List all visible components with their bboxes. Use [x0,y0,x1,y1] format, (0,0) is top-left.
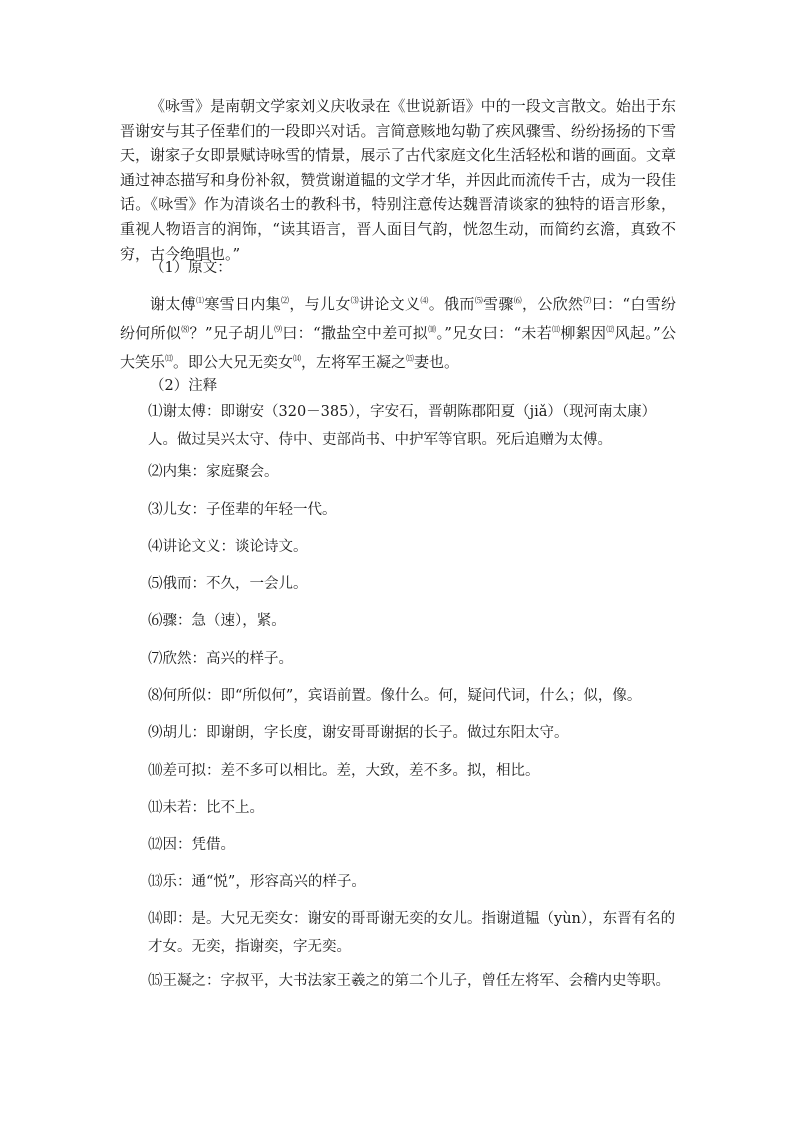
annotation-13: ⒀乐：通“悦”，形容高兴的样子。 [148,874,366,890]
annotation-4: ⑷讲论文义：谈论诗文。 [148,539,308,555]
annotation-10: ⑽差可拟：差不多可以相比。差，大致，差不多。拟，相比。 [148,763,540,779]
footnote-ref-9: ⑼ [274,325,283,334]
section-heading-notes: （2）注释 [150,378,218,394]
annotation-3: ⑶儿女：子侄辈的年轻一代。 [148,502,337,518]
footnote-ref-12: ⑿ [606,325,615,334]
annotation-6: ⑹骤：急（速），紧。 [148,613,286,629]
footnote-ref-3: ⑶ [350,296,360,305]
footnote-ref-11: ⑾ [552,325,561,334]
annotation-15: ⒂王凝之：字叔平，大书法家王羲之的第二个儿子，曾任左将军、会稽内史等职。 [148,973,670,989]
footnote-ref-14: ⒁ [293,354,302,363]
footnote-ref-2: ⑵ [281,296,290,305]
annotation-9: ⑼胡儿：即谢朗，字长度，谢安哥哥谢据的长子。做过东阳太守。 [148,725,569,741]
annotation-7: ⑺欣然：高兴的样子。 [148,651,293,667]
intro-paragraph: 《咏雪》是南朝文学家刘义庆收录在《世说新语》中的一段文言散文。始出于东晋谢安与其子侄辈们的一段即兴对话。言简意赅地勾勒了疾风骤雪、纷纷扬扬的下雪天，谢家子女即景赋诗咏雪的情景，展示了古代家庭文化生活轻松和谐的画面。文章通过神态描写和身份补叙，赞赏谢道韫的文学才华，并因此而流传千古，成为一段佳话。《咏雪》作为清谈名士的教科书，特别注意传达魏晋清谈家的独特的语言形象，重视人物语言的润饰，“读其语言，晋人面目气韵，恍忽生动，而简约玄澹，真致不穷，古今绝唱也。” [120,97,676,263]
footnote-ref-13: ⒀ [165,354,174,363]
annotation-1: ⑴谢太傅：即谢安（320－385），字安石，晋朝陈郡阳夏（jiǎ）（现河南太康）人。做过吴兴太守、侍中、吏部尚书、中护军等官职。死后追赠为太傅。 [148,404,657,448]
annotation-14: ⒁即：是。大兄无奕女：谢安的哥哥谢无奕的女儿。指谢道韫（yùn），东晋有名的才女。无奕，指谢奕，字无奕。 [148,911,676,955]
footnote-ref-1: ⑴ [196,296,205,305]
footnote-ref-8: ⑻ [181,325,190,334]
annotation-12: ⑿因：凭借。 [148,837,235,853]
section-heading-original: （1）原文： [150,260,232,276]
annotation-11: ⑾未若：比不上。 [148,800,264,816]
footnote-ref-6: ⑹ [513,296,523,305]
annotation-5: ⑸俄而：不久，一会儿。 [148,576,308,592]
annotation-8: ⑻何所似：即“所似何”，宾语前置。像什么。何，疑问代词，什么；似，像。 [148,688,642,704]
original-text-paragraph: 谢太傅⑴寒雪日内集⑵，与儿女⑶讲论文义⑷。俄而⑸雪骤⑹，公欣然⑺曰：“白雪纷纷何所似⑻？”兄子胡儿⑼曰：“撒盐空中差可拟⑽。”兄女曰：“未若⑾柳絮因⑿风起。”公大笑乐⒀。即公大兄无奕女⒁，左将军王凝之⒂妻也。 [120,295,677,371]
footnote-ref-15: ⒂ [406,354,415,363]
annotation-2: ⑵内集：家庭聚会。 [148,464,279,480]
footnote-ref-4: ⑷ [420,296,429,305]
footnote-ref-10: ⑽ [428,325,437,334]
footnote-ref-7: ⑺ [583,296,592,305]
footnote-ref-5: ⑸ [474,296,484,305]
